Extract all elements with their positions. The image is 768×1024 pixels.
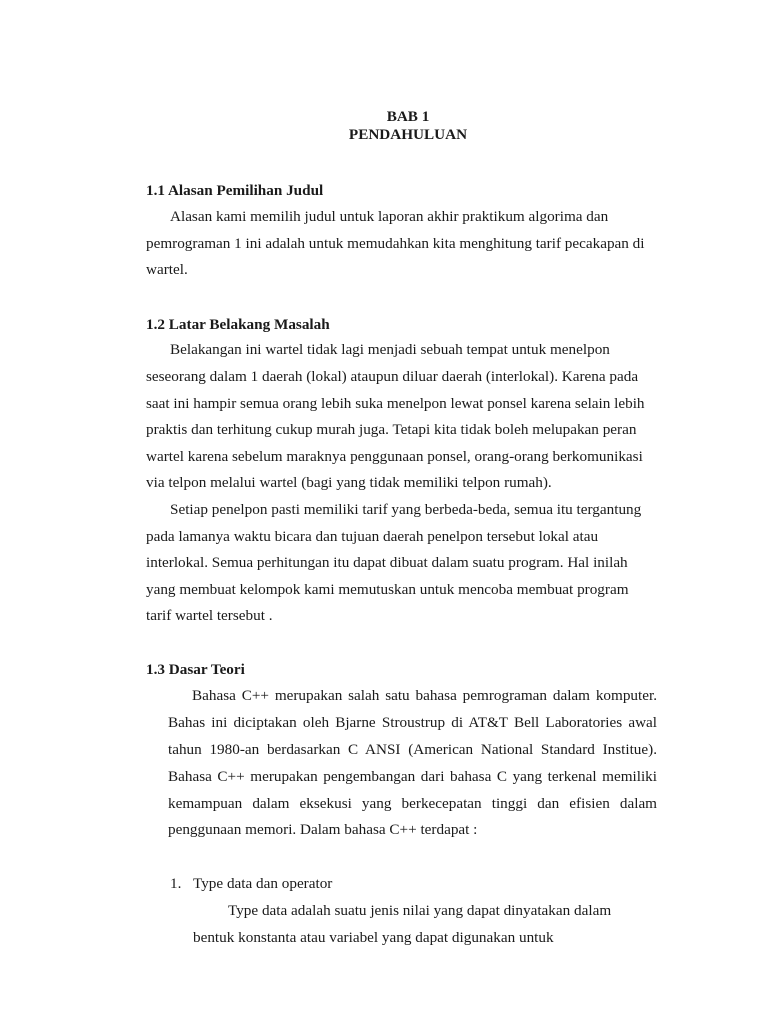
paragraph-line: yang membuat kelompok kami memutuskan untuk mencoba membuat program <box>146 581 629 598</box>
paragraph-line: pada lamanya waktu bicara dan tujuan daerah penelpon tersebut lokal atau <box>146 528 599 545</box>
paragraph-line: seseorang dalam 1 daerah (lokal) ataupun diluar daerah (interlokal). Karena pada <box>146 368 639 385</box>
paragraph-line: Bahasa C++ merupakan salah satu bahasa pemrograman dalam komputer. <box>192 687 657 704</box>
paragraph-line: penggunaan memori. Dalam bahasa C++ terdapat : <box>168 821 478 838</box>
paragraph-line: saat ini hampir semua orang lebih suka menelpon lewat ponsel karena selain lebih <box>146 395 645 412</box>
paragraph-line: Belakangan ini wartel tidak lagi menjadi sebuah tempat untuk menelpon <box>170 341 610 358</box>
list-item-number: 1. <box>170 875 182 892</box>
paragraph-line: Type data adalah suatu jenis nilai yang dapat dinyatakan dalam <box>228 902 612 919</box>
paragraph-line: praktis dan terhitung cukup murah juga. Tetapi kita tidak boleh melupakan peran <box>146 421 637 438</box>
paragraph-line: pemrograman 1 ini adalah untuk memudahkan kita menghitung tarif pecakapan di <box>146 235 645 252</box>
chapter-number: BAB 1 <box>386 108 430 125</box>
paragraph-line: bentuk konstanta atau variabel yang dapat digunakan untuk <box>193 929 554 946</box>
list-item-title: Type data dan operator <box>193 875 333 892</box>
paragraph-line: wartel. <box>146 261 188 278</box>
paragraph-line: interlokal. Semua perhitungan itu dapat dibuat dalam suatu program. Hal inilah <box>146 554 628 571</box>
paragraph-line: Bahas ini diciptakan oleh Bjarne Stroustrup di AT&T Bell Laboratories awal <box>168 714 657 731</box>
paragraph-line: Bahasa C++ merupakan pengembangan dari bahasa C yang terkenal memiliki <box>168 768 657 785</box>
paragraph-line: Alasan kami memilih judul untuk laporan akhir praktikum algorima dan <box>170 208 609 225</box>
paragraph-line: wartel karena sebelum maraknya penggunaan ponsel, orang-orang berkomunikasi <box>146 448 643 465</box>
section-heading: 1.3 Dasar Teori <box>146 661 245 678</box>
paragraph-line: Setiap penelpon pasti memiliki tarif yang berbeda-beda, semua itu tergantung <box>170 501 642 518</box>
section-heading: 1.2 Latar Belakang Masalah <box>146 316 330 333</box>
chapter-title: PENDAHULUAN <box>348 126 468 143</box>
paragraph-line: tahun 1980-an berdasarkan C ANSI (American National Standard Institue). <box>168 741 657 758</box>
paragraph-line: tarif wartel tersebut . <box>146 607 273 624</box>
section-heading: 1.1 Alasan Pemilihan Judul <box>146 182 324 199</box>
paragraph-line: kemampuan dalam eksekusi yang berkecepatan tinggi dan efisien dalam <box>168 795 657 812</box>
paragraph-line: via telpon melalui wartel (bagi yang tidak memiliki telpon rumah). <box>146 474 552 491</box>
